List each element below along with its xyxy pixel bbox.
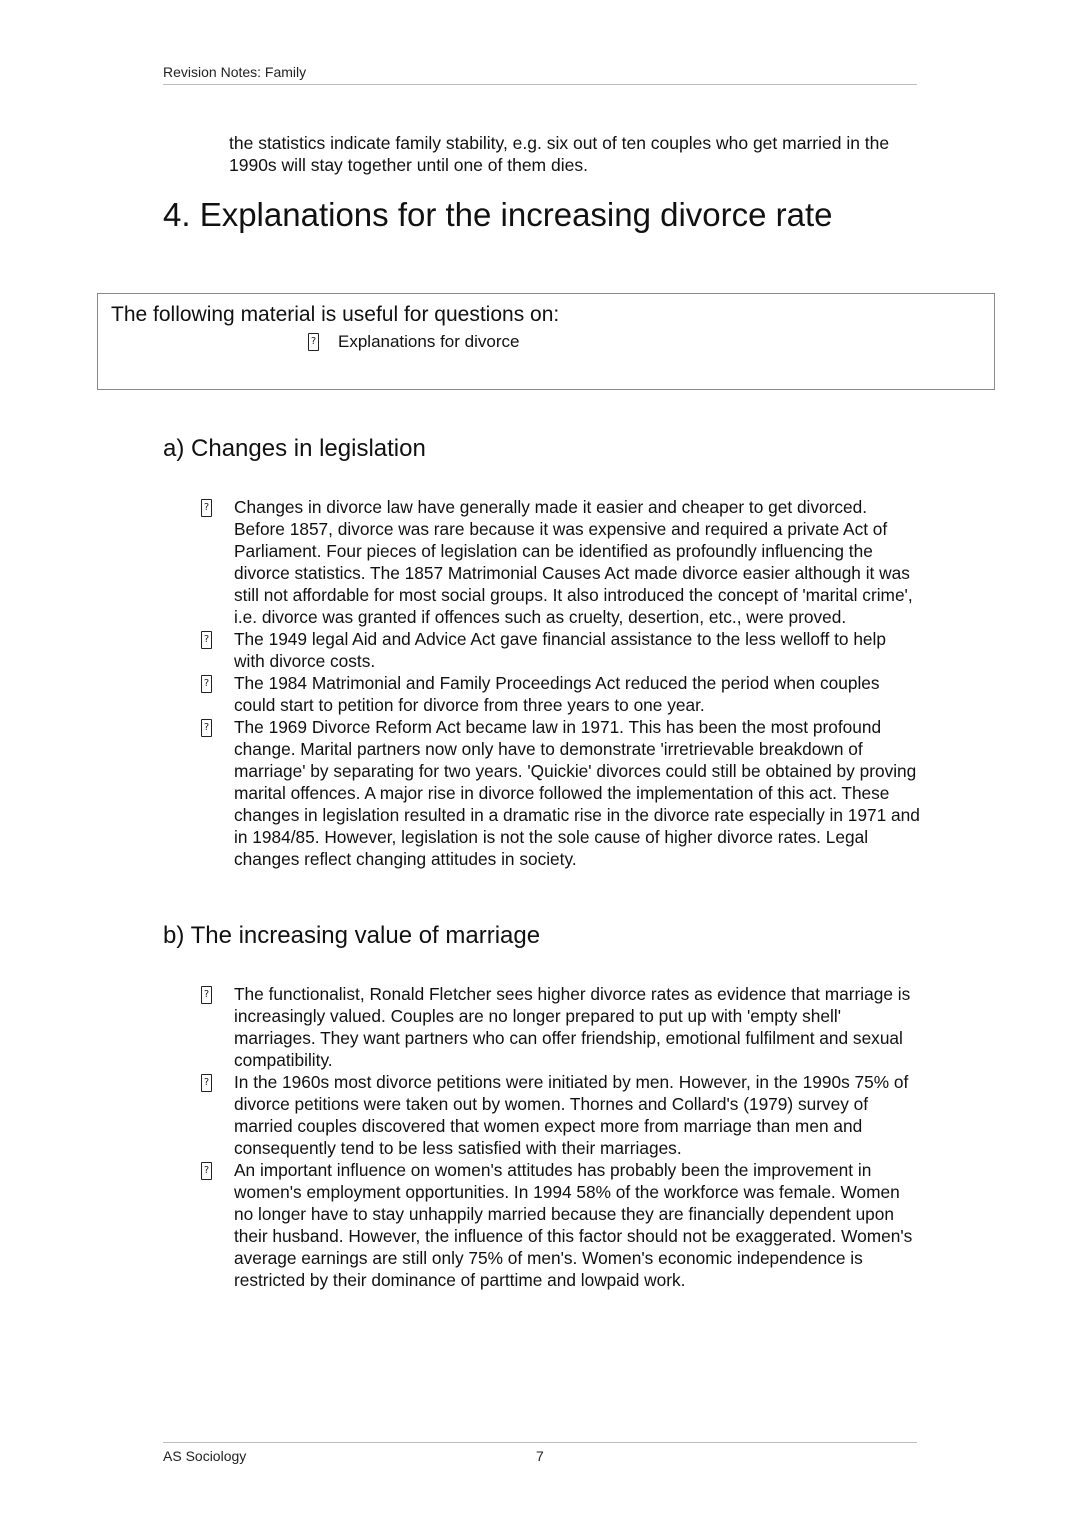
list-item [201,672,921,716]
footer-course-title: AS Sociology [163,1448,247,1464]
list-item-text: The functionalist, Ronald Fletcher sees higher divorce rates as evidence that marriage is increasingly valued. Couples are no longer prepared to put up with 'empty shell' marriages. They want partners who can offer friendship, emotional fulfilment and sexual compatibility. [234,984,911,1070]
intro-paragraph: the statistics indicate family stability, e.g. six out of ten couples who get married in the 1990s will stay together until one of them dies. [229,133,890,175]
missing-glyph-bullet-icon: ? [201,1162,212,1180]
list-item-text: Changes in divorce law have generally made it easier and cheaper to get divorced. Before 1857, divorce was rare because it was expensive and required a private Act of Parliament. Four pieces of legislation can be identified as profoundly influencing the divorce statistics. The 1857 Matrimonial Causes Act made divorce easier although it was still not affordable for most social groups. It also introduced the concept of 'marital crime', i.e. divorce was granted if offences such as cruelty, desertion, etc., were proved. [234,497,913,627]
useful-for-questions-box [97,293,995,390]
page-number: 7 [536,1448,544,1464]
list-item [201,496,921,628]
list-item-text: In the 1960s most divorce petitions were initiated by men. However, in the 1990s 75% of divorce petitions were taken out by women. Thornes and Collard's (1979) survey of married couples discovered that women expect more from marriage than men and consequently tend to be less satisfied with their marriages. [234,1072,909,1158]
list-item [201,983,921,1071]
missing-glyph-bullet-icon: ? [201,1074,212,1092]
useful-box-item [308,332,519,352]
list-item [201,716,921,870]
list-item-text: The 1984 Matrimonial and Family Proceedings Act reduced the period when couples could start to petition for divorce from three years to one year. [234,673,880,715]
list-item-text: The 1949 legal Aid and Advice Act gave financial assistance to the less welloff to help with divorce costs. [234,629,886,671]
missing-glyph-bullet-icon: ? [201,986,212,1004]
missing-glyph-bullet-icon: ? [201,631,212,649]
useful-box-item-label: Explanations for divorce [338,332,520,351]
missing-glyph-bullet-icon: ? [201,499,212,517]
legislation-bullet-list [201,496,921,870]
missing-glyph-bullet-icon: ? [308,333,319,351]
page-footer [163,1442,917,1467]
list-item-text: The 1969 Divorce Reform Act became law in 1971. This has been the most profound change. Marital partners now only have to demonstrate 'irretrievable breakdown of marriage' by separating for two years. 'Quickie' divorces could still be obtained by proving marital offences. A major rise in divorce followed the implementation of this act. These changes in legislation resulted in a dramatic rise in the divorce rate especially in 1971 and in 1984/85. However, legislation is not the sole cause of higher divorce rates. Legal changes reflect changing attitudes in society. [234,717,920,869]
missing-glyph-bullet-icon: ? [201,675,212,693]
running-title: Revision Notes: Family [163,64,307,80]
subsection-title-legislation: a) Changes in legislation [163,435,426,462]
marriage-value-bullet-list [201,983,921,1291]
page-header [163,64,917,85]
subsection-title-value-of-marriage: b) The increasing value of marriage [163,922,541,949]
useful-box-heading: The following material is useful for questions on: [111,303,560,326]
list-item [201,1159,921,1291]
missing-glyph-bullet-icon: ? [201,719,212,737]
list-item [201,628,921,672]
list-item [201,1071,921,1159]
list-item-text: An important influence on women's attitudes has probably been the improvement in women's employment opportunities. In 1994 58% of the workforce was female. Women no longer have to stay unhappily married because they are financially dependent upon their husband. However, the influence of this factor should not be exaggerated. Women's average earnings are still only 75% of men's. Women's economic independence is restricted by their dominance of parttime and lowpaid work. [234,1160,913,1290]
section-title: 4. Explanations for the increasing divorce rate [163,196,833,233]
